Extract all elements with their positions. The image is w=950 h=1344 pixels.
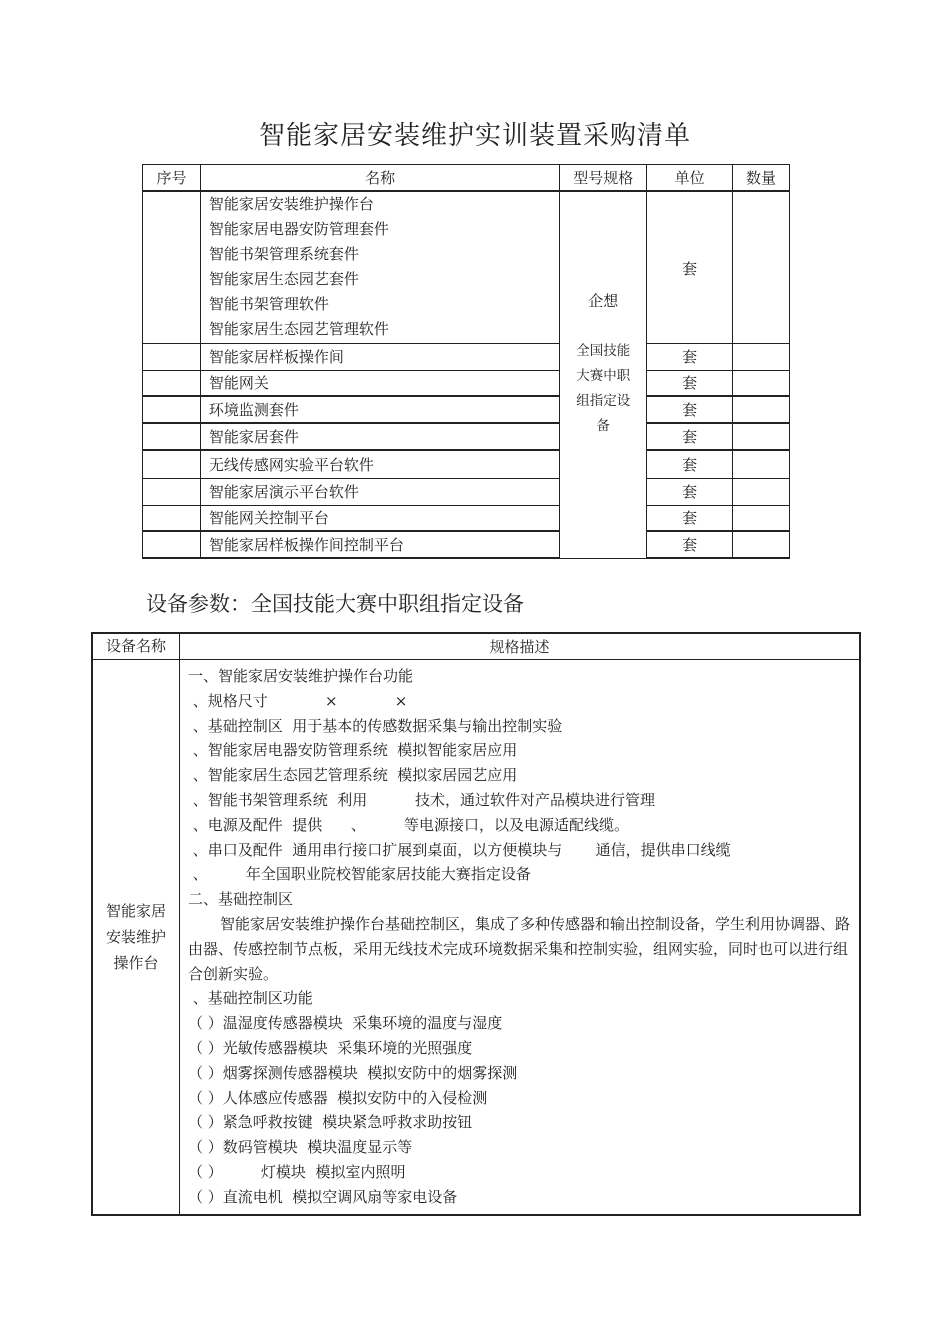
list-item: 智能家居生态园艺套件 [208, 270, 359, 289]
name-cell: 智能家居演示平台软件 [200, 478, 559, 505]
index-cell [143, 191, 201, 343]
index-cell [143, 531, 201, 558]
name-cell: 无线传感网实验平台软件 [200, 450, 559, 478]
spec-description-cell [180, 660, 861, 1215]
device-name-cell: 智能家居 安装维护 操作台 [92, 660, 180, 1215]
list-item: 智能家居生态园艺管理软件 [208, 320, 389, 339]
spec-table [91, 632, 861, 1216]
index-cell [143, 343, 201, 370]
header-spec-description: 规格描述 [180, 633, 861, 660]
quantity-cell [733, 531, 790, 558]
header-device-name: 设备名称 [92, 633, 180, 660]
table-row [143, 191, 790, 343]
desc-line: （ ）直流电机 模拟空调风扇等家电设备 [188, 1187, 458, 1206]
unit-cell: 套 [647, 191, 733, 343]
quantity-cell [733, 370, 790, 396]
desc-line: （ ） 灯模块 模拟室内照明 [188, 1162, 406, 1181]
desc-line: 、基础控制区 用于基本的传感数据采集与输出控制实验 [188, 716, 563, 735]
name-cell: 智能网关控制平台 [200, 505, 559, 531]
desc-line: 、串口及配件 通用串行接口扩展到桌面，以方便模块与 通信，提供串口线缆 [188, 840, 731, 859]
table-row [143, 423, 790, 450]
desc-line: （ ）数码管模块 模块温度显示等 [188, 1138, 413, 1157]
page-title: 智能家居安装维护实训装置采购清单 [258, 121, 691, 151]
quantity-cell [733, 478, 790, 505]
table-row [92, 660, 860, 1215]
table-row [143, 505, 790, 531]
name-cell: 环境监测套件 [200, 396, 559, 423]
purchase-list-table [142, 164, 790, 559]
index-cell [143, 450, 201, 478]
section-subtitle: 设备参数：全国技能大赛中职组指定设备 [146, 592, 524, 616]
table-row [143, 370, 790, 396]
header-spec: 型号规格 [560, 165, 647, 192]
unit-cell: 套 [647, 478, 733, 505]
list-item: 智能书架管理系统套件 [208, 245, 359, 264]
name-cell: 智能家居套件 [200, 423, 559, 450]
desc-line: （ ）人体感应传感器 模拟安防中的入侵检测 [188, 1088, 488, 1107]
desc-line: 、基础控制区功能 [188, 989, 313, 1008]
desc-line: 一、智能家居安装维护操作台功能 [188, 667, 414, 685]
unit-cell: 套 [647, 531, 733, 558]
spec-cell [560, 191, 647, 558]
index-cell [143, 423, 201, 450]
quantity-cell [733, 423, 790, 450]
desc-line: 、智能书架管理系统 利用 技术，通过软件对产品模块进行管理 [188, 790, 655, 809]
list-item: 智能书架管理软件 [208, 295, 329, 314]
group-name-cell [200, 191, 559, 343]
desc-line: （ ）光敏传感器模块 采集环境的光照强度 [188, 1038, 473, 1057]
quantity-cell [733, 396, 790, 423]
list-item: 智能家居安装维护操作台 [208, 195, 374, 214]
index-cell [143, 396, 201, 423]
header-name: 名称 [200, 165, 559, 192]
list-item: 智能家居电器安防管理套件 [208, 220, 389, 239]
desc-line: 、 年全国职业院校智能家居技能大赛指定设备 [188, 865, 531, 884]
quantity-cell [733, 191, 790, 343]
desc-line: 二、基础控制区 [188, 890, 294, 909]
index-cell [143, 478, 201, 505]
desc-paragraph: 智能家居安装维护操作台基础控制区，集成了多种传感器和输出控制设备，学生利用协调器、路由器、传感控制节点板，采用无线技术完成环境数据采集和控制实验，组网实验，同时也可以进行组合创新实验。 [188, 914, 851, 983]
desc-line: 、智能家居电器安防管理系统 模拟智能家居应用 [188, 741, 518, 760]
name-cell: 智能家居样板操作间 [200, 343, 559, 370]
name-cell: 智能网关 [200, 370, 559, 396]
desc-line: 、智能家居生态园艺管理系统 模拟家居园艺应用 [188, 766, 518, 785]
unit-cell: 套 [647, 343, 733, 370]
desc-line: （ ）紧急呼救按键 模块紧急呼救求助按钮 [188, 1113, 473, 1132]
table-header-row [143, 165, 790, 192]
table-row [143, 343, 790, 370]
table-header-row [92, 633, 860, 660]
unit-cell: 套 [647, 505, 733, 531]
header-unit: 单位 [647, 165, 733, 192]
desc-line: 、规格尺寸 × × [188, 691, 408, 710]
table-row [143, 450, 790, 478]
table-row [143, 478, 790, 505]
desc-line: （ ）温湿度传感器模块 采集环境的温度与湿度 [188, 1014, 503, 1033]
table-row [143, 531, 790, 558]
unit-cell: 套 [647, 423, 733, 450]
header-quantity: 数量 [733, 165, 790, 192]
spec-note: 全国技能 大赛中职 组指定设 备 [576, 343, 631, 434]
desc-line: （ ）烟雾探测传感器模块 模拟安防中的烟雾探测 [188, 1063, 518, 1082]
name-cell: 智能家居样板操作间控制平台 [200, 531, 559, 558]
unit-cell: 套 [647, 396, 733, 423]
index-cell [143, 370, 201, 396]
index-cell [143, 505, 201, 531]
desc-line: 、电源及配件 提供 、 等电源接口，以及电源适配线缆。 [188, 815, 630, 834]
quantity-cell [733, 505, 790, 531]
quantity-cell [733, 450, 790, 478]
spec-brand: 企想 [588, 292, 619, 310]
unit-cell: 套 [647, 450, 733, 478]
header-index: 序号 [143, 165, 201, 192]
unit-cell: 套 [647, 370, 733, 396]
table-row [143, 396, 790, 423]
quantity-cell [733, 343, 790, 370]
